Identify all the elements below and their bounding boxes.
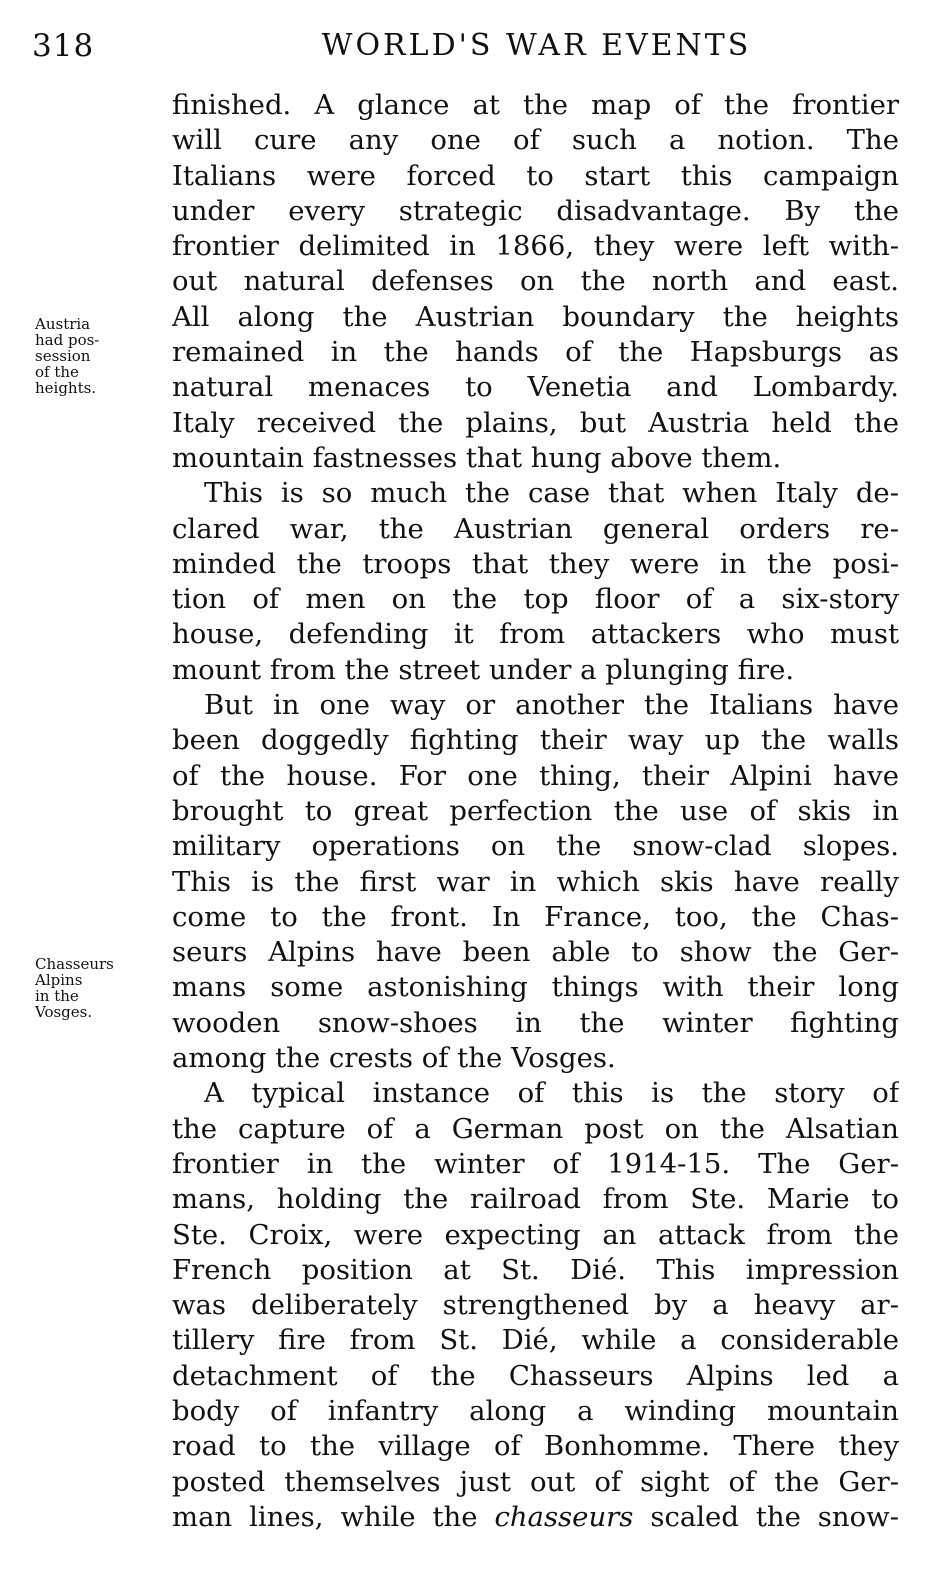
margin-note-line: had pos- [35, 331, 100, 349]
margin-note-line: of the [35, 363, 79, 381]
text-line: of the house. For one thing, their Alpini have [172, 759, 899, 792]
margin-note-line: heights. [35, 379, 97, 397]
text-line: been doggedly fighting their way up the walls [172, 724, 899, 757]
text-line: frontier delimited in 1866, they were left with- [172, 230, 899, 263]
text-line: detachment of the Chasseurs Alpins led a [172, 1359, 899, 1392]
text-line: This is so much the case that when Italy de- [204, 477, 899, 510]
text-line: mans some astonishing things with their long [172, 971, 899, 1004]
text-line: remained in the hands of the Hapsburgs as [172, 336, 899, 369]
text-line: French position at St. Dié. This impression [172, 1253, 899, 1286]
text-line: the capture of a German post on the Alsatian [172, 1112, 899, 1145]
margin-note-chasseurs [35, 956, 165, 1020]
text-line: finished. A glance at the map of the frontier [172, 89, 899, 121]
text-line: mans, holding the railroad from Ste. Marie to [172, 1183, 899, 1216]
text-line: under every strategic disadvantage. By the [172, 194, 899, 227]
text-line: come to the front. In France, too, the Chas- [172, 900, 899, 933]
text-line: Italy received the plains, but Austria held the [172, 406, 899, 439]
text-line: among the crests of the Vosges. [172, 1042, 616, 1075]
margin-note-austria [35, 316, 165, 396]
page-number: 318 [32, 28, 95, 64]
italic-word: chasseurs [494, 1500, 634, 1533]
text-line: will cure any one of such a notion. The [172, 124, 899, 157]
text-line: clared war, the Austrian general orders re- [172, 512, 899, 545]
text-line: Italians were forced to start this campaign [172, 159, 899, 192]
margin-note-line: in the [35, 987, 79, 1005]
text-line: was deliberately strengthened by a heavy ar- [172, 1289, 899, 1322]
text-line: road to the village of Bonhomme. There they [172, 1430, 899, 1463]
text-line: This is the first war in which skis have really [172, 865, 899, 898]
last-line-end: scaled the snow- [633, 1500, 899, 1533]
margin-note-line: Alpins [35, 971, 83, 989]
last-line-start: man lines, while the [172, 1500, 495, 1533]
text-line: mountain fastnesses that hung above them. [172, 441, 782, 474]
text-line: military operations on the snow-clad slopes. [172, 830, 899, 863]
running-title: WORLD'S WAR EVENTS [321, 28, 752, 63]
text-line: Ste. Croix, were expecting an attack from the [172, 1218, 899, 1251]
text-line: minded the troops that they were in the posi- [172, 547, 899, 580]
margin-note-line: Vosges. [35, 1003, 93, 1021]
text-line: out natural defenses on the north and east. [172, 265, 899, 298]
text-line: posted themselves just out of sight of the Ger- [172, 1465, 899, 1498]
margin-note-line: session [35, 347, 91, 365]
text-line: But in one way or another the Italians have [204, 689, 899, 722]
text-line: natural menaces to Venetia and Lombardy. [172, 371, 899, 404]
text-line: tion of men on the top floor of a six-story [172, 583, 899, 616]
text-line: A typical instance of this is the story of [204, 1077, 899, 1110]
text-line-last [172, 1500, 899, 1535]
text-line: seurs Alpins have been able to show the Ger- [172, 936, 899, 969]
margin-note-line: Chasseurs [35, 955, 114, 973]
text-line: body of infantry along a winding mountain [172, 1394, 899, 1427]
page-header [0, 28, 950, 72]
text-line: house, defending it from attackers who must [172, 618, 899, 651]
text-line: wooden snow-shoes in the winter fighting [172, 1006, 899, 1039]
text-line: brought to great perfection the use of skis in [172, 794, 899, 827]
text-line: All along the Austrian boundary the heights [172, 300, 899, 333]
margin-note-line: Austria [35, 315, 91, 333]
body-text [172, 88, 899, 1535]
text-line: tillery fire from St. Dié, while a considerable [172, 1324, 899, 1357]
text-line: mount from the street under a plunging fire. [172, 653, 795, 686]
text-line: frontier in the winter of 1914-15. The Ger- [172, 1147, 899, 1180]
